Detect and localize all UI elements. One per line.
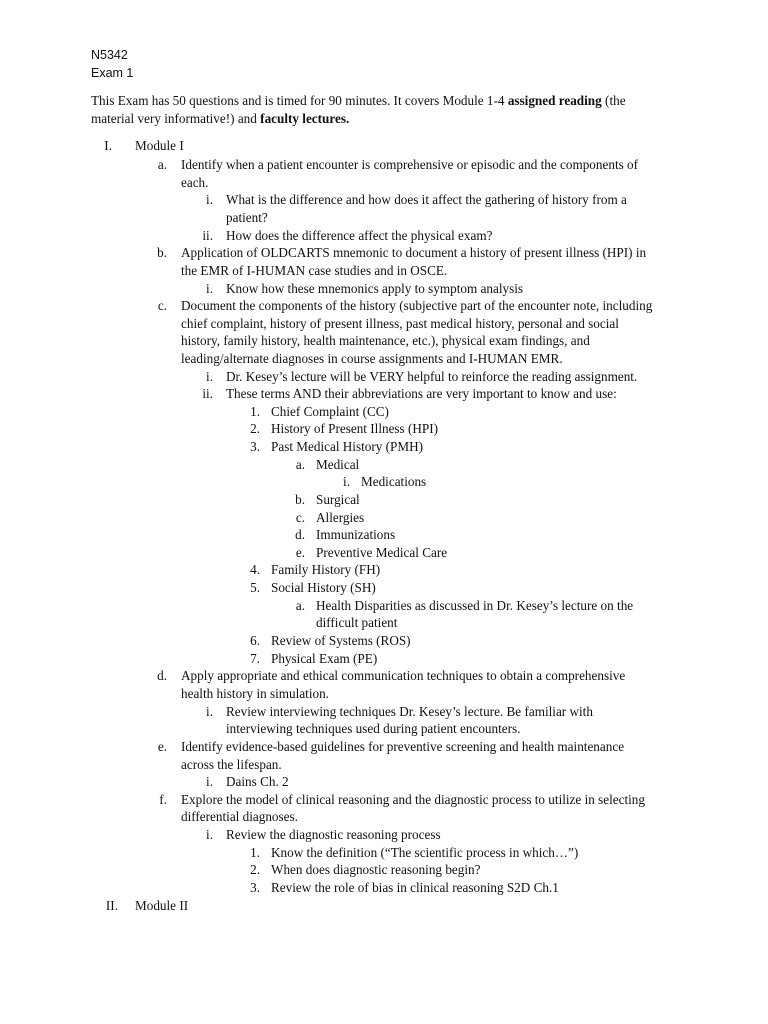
outline-item-cont: leading/alternate diagnoses in course assignments and I-HUMAN EMR. bbox=[181, 351, 563, 366]
outline-item: History of Present Illness (HPI) bbox=[271, 421, 439, 436]
outline-marker: i. bbox=[206, 774, 213, 789]
outline-item: What is the difference and how does it affect the gathering of history from a bbox=[226, 192, 627, 207]
outline-item: When does diagnostic reasoning begin? bbox=[271, 862, 481, 877]
outline-marker: 5. bbox=[250, 580, 260, 595]
outline-item: How does the difference affect the physical exam? bbox=[226, 228, 493, 243]
outline-marker: a. bbox=[295, 598, 305, 613]
outline-item: Immunizations bbox=[316, 527, 396, 542]
outline-item-cont: difficult patient bbox=[316, 615, 398, 630]
outline-marker: b. bbox=[157, 245, 167, 260]
outline-item-cont: each. bbox=[181, 175, 209, 190]
outline-marker: c. bbox=[157, 298, 167, 313]
outline-item: Know the definition (“The scientific process in which…”) bbox=[271, 845, 579, 860]
outline-item: Review interviewing techniques Dr. Kesey’s lecture. Be familiar with bbox=[226, 704, 593, 719]
outline-item: Apply appropriate and ethical communication techniques to obtain a comprehensive bbox=[181, 668, 626, 683]
outline-item: Allergies bbox=[316, 510, 365, 525]
outline-item: Document the components of the history (subjective part of the encounter note, including bbox=[181, 298, 653, 313]
outline-marker: 1. bbox=[250, 404, 260, 419]
outline-item: Health Disparities as discussed in Dr. Kesey’s lecture on the bbox=[316, 598, 634, 613]
module-heading: Module II bbox=[135, 898, 189, 913]
outline-item: Past Medical History (PMH) bbox=[271, 439, 424, 454]
course-code: N5342 bbox=[91, 48, 128, 62]
outline-item: Review the diagnostic reasoning process bbox=[226, 827, 441, 842]
outline-marker: f. bbox=[159, 792, 167, 807]
outline-item: Identify evidence-based guidelines for preventive screening and health maintenance bbox=[181, 739, 625, 754]
outline-item: Medications bbox=[361, 474, 427, 489]
outline-marker: 6. bbox=[250, 633, 260, 648]
outline-marker: 4. bbox=[250, 562, 260, 577]
outline-marker: I. bbox=[104, 138, 112, 153]
outline-marker: d. bbox=[295, 527, 305, 542]
module-heading: Module I bbox=[135, 138, 184, 153]
outline-item: Dains Ch. 2 bbox=[226, 774, 289, 789]
outline-item-cont: history, family history, health maintenance, etc.), physical exam findings, and bbox=[181, 333, 590, 348]
outline-marker: i. bbox=[206, 192, 213, 207]
outline-item-cont: differential diagnoses. bbox=[181, 809, 298, 824]
outline-marker: i. bbox=[206, 704, 213, 719]
outline-marker: 3. bbox=[250, 880, 260, 895]
outline-item-cont: the EMR of I-HUMAN case studies and in OSCE. bbox=[181, 263, 448, 278]
outline-item: Physical Exam (PE) bbox=[271, 651, 378, 666]
outline-item-cont: across the lifespan. bbox=[181, 757, 282, 772]
outline-marker: 1. bbox=[250, 845, 260, 860]
outline-marker: 2. bbox=[250, 862, 260, 877]
outline-item-cont: chief complaint, history of present illness, past medical history, personal and social bbox=[181, 316, 619, 331]
outline-marker: ii. bbox=[202, 228, 213, 243]
outline-item: Chief Complaint (CC) bbox=[271, 404, 389, 419]
outline-item: Review of Systems (ROS) bbox=[271, 633, 411, 648]
intro-line-2: material very informative!) and faculty lectures. bbox=[91, 111, 350, 126]
outline-item: Application of OLDCARTS mnemonic to document a history of present illness (HPI) in bbox=[181, 245, 647, 260]
outline-item: Family History (FH) bbox=[271, 562, 381, 577]
outline-marker: II. bbox=[105, 898, 118, 913]
outline-item: Review the role of bias in clinical reasoning S2D Ch.1 bbox=[271, 880, 559, 895]
outline-item: Preventive Medical Care bbox=[316, 545, 448, 560]
outline-item: Know how these mnemonics apply to symptom analysis bbox=[226, 281, 524, 296]
outline-item-cont: health history in simulation. bbox=[181, 686, 329, 701]
outline-item: These terms AND their abbreviations are very important to know and use: bbox=[226, 386, 617, 401]
outline-marker: a. bbox=[157, 157, 167, 172]
outline-marker: b. bbox=[295, 492, 305, 507]
outline-marker: e. bbox=[295, 545, 305, 560]
outline-marker: ii. bbox=[202, 386, 213, 401]
outline-marker: 3. bbox=[250, 439, 260, 454]
exam-title: Exam 1 bbox=[91, 66, 134, 80]
outline-item: Medical bbox=[316, 457, 360, 472]
outline-marker: i. bbox=[206, 827, 213, 842]
outline-item: Social History (SH) bbox=[271, 580, 376, 595]
outline-item: Explore the model of clinical reasoning and the diagnostic process to utilize in selecting bbox=[181, 792, 645, 807]
outline-marker: 2. bbox=[250, 421, 260, 436]
outline-item-cont: patient? bbox=[226, 210, 268, 225]
outline-marker: i. bbox=[343, 474, 350, 489]
outline-marker: i. bbox=[206, 369, 213, 384]
outline-item: Dr. Kesey’s lecture will be VERY helpful to reinforce the reading assignment. bbox=[226, 369, 638, 384]
outline-item: Surgical bbox=[316, 492, 360, 507]
outline-marker: c. bbox=[295, 510, 305, 525]
outline-item-cont: interviewing techniques used during patient encounters. bbox=[226, 721, 521, 736]
outline-marker: a. bbox=[295, 457, 305, 472]
outline-marker: i. bbox=[206, 281, 213, 296]
outline-item: Identify when a patient encounter is comprehensive or episodic and the components of bbox=[181, 157, 639, 172]
outline-marker: d. bbox=[157, 668, 167, 683]
outline-marker: e. bbox=[157, 739, 167, 754]
intro-line-1: This Exam has 50 questions and is timed for 90 minutes. It covers Module 1-4 assigned reading (the bbox=[91, 93, 626, 108]
outline-marker: 7. bbox=[250, 651, 260, 666]
